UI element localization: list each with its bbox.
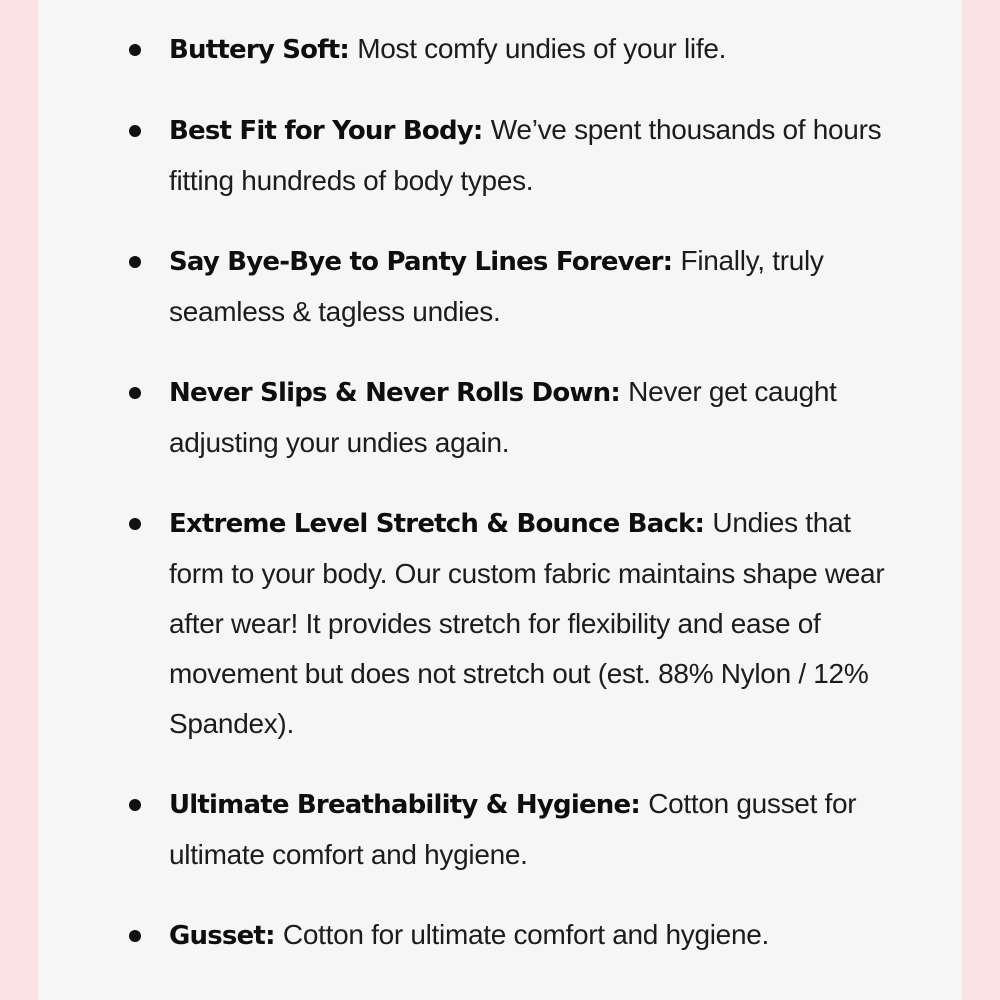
list-item [38, 236, 962, 337]
feature-term: Best Fit for Your Body: [169, 116, 491, 146]
list-item [38, 105, 962, 206]
list-item [38, 910, 962, 961]
bullet-icon [129, 518, 141, 530]
feature-term: Say Bye-Bye to Panty Lines Forever: [169, 247, 681, 277]
feature-text: Cotton for ultimate comfort and hygiene. [282, 919, 769, 950]
feature-text: We’ve spent thousands of hours fitting hundreds of body types. [169, 114, 882, 196]
feature-term: Never Slips & Never Rolls Down: [169, 378, 629, 408]
bullet-icon [129, 256, 141, 268]
list-item [38, 24, 962, 75]
feature-term: Extreme Level Stretch & Bounce Back: [169, 509, 713, 539]
bullet-icon [129, 125, 141, 137]
feature-text: Finally, truly seamless & tagless undies. [169, 245, 824, 327]
bullet-icon [129, 799, 141, 811]
list-item [38, 498, 962, 749]
feature-term: Buttery Soft: [169, 35, 358, 65]
bullet-icon [129, 930, 141, 942]
feature-card [38, 0, 962, 1000]
list-item [38, 779, 962, 880]
list-item [38, 367, 962, 468]
feature-text: Never get caught adjusting your undies again. [169, 376, 837, 458]
feature-list [38, 24, 962, 991]
feature-text: Cotton gusset for ultimate comfort and hygiene. [169, 788, 857, 870]
bullet-icon [129, 44, 141, 56]
feature-term: Gusset: [169, 921, 283, 951]
feature-text: Most comfy undies of your life. [357, 33, 727, 64]
feature-text: Undies that form to your body. Our custom fabric maintains shape wear after wear! It provides stretch for flexibility and ease of movement but does not stretch out (est. 88% Nylon / 12% Spandex). [169, 507, 885, 739]
bullet-icon [129, 387, 141, 399]
feature-term: Ultimate Breathability & Hygiene: [169, 790, 649, 820]
